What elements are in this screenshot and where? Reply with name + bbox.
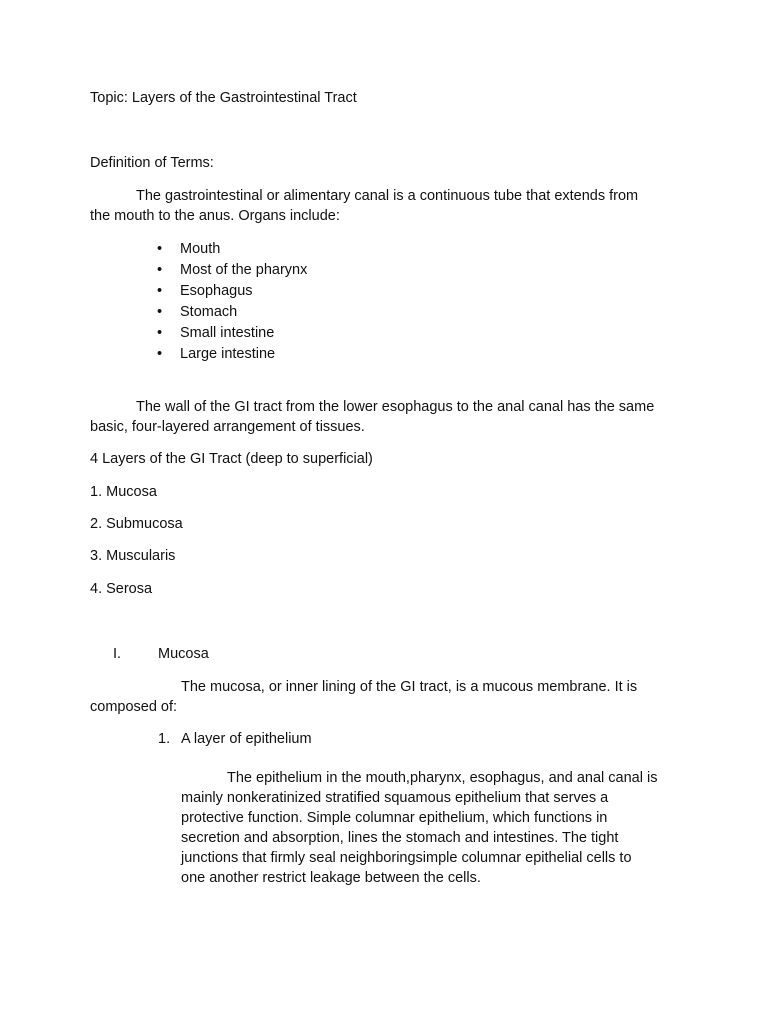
organ-label: Large intestine xyxy=(180,346,276,362)
layers-heading: 4 Layers of the GI Tract (deep to superficial) xyxy=(90,451,373,467)
intro-line-2: the mouth to the anus. Organs include: xyxy=(90,208,340,224)
epithelium-line-3: protective function. Simple columnar epithelium, which functions in xyxy=(181,810,608,826)
intro-line-1: The gastrointestinal or alimentary canal is a continuous tube that extends from xyxy=(136,188,639,204)
bullet-icon: • xyxy=(157,325,163,341)
epithelium-line-1: The epithelium in the mouth,pharynx, esophagus, and anal canal is xyxy=(227,770,658,786)
layer-item: 1. Mucosa xyxy=(90,484,157,500)
layer-item: 3. Muscularis xyxy=(90,548,176,564)
bullet-icon: • xyxy=(157,304,163,320)
list-item xyxy=(157,239,307,260)
mucosa-para-line-1: The mucosa, or inner lining of the GI tract, is a mucous membrane. It is xyxy=(181,679,638,695)
epithelium-line-6: one another restrict leakage between the cells. xyxy=(181,870,481,886)
wall-line-2: basic, four-layered arrangement of tissues. xyxy=(90,419,365,435)
bullet-icon: • xyxy=(157,283,163,299)
topic-title: Topic: Layers of the Gastrointestinal Tract xyxy=(90,90,357,106)
bullet-icon: • xyxy=(157,346,163,362)
list-item xyxy=(157,281,307,302)
layer-item: 4. Serosa xyxy=(90,581,153,597)
organ-label: Small intestine xyxy=(180,325,275,341)
layer-item: 2. Submucosa xyxy=(90,516,183,532)
sub-item-title: A layer of epithelium xyxy=(181,731,312,747)
organ-label: Most of the pharynx xyxy=(180,262,308,278)
mucosa-para-line-2: composed of: xyxy=(90,699,178,715)
list-item xyxy=(157,344,307,365)
list-item xyxy=(157,260,307,281)
epithelium-line-4: secretion and absorption, lines the stomach and intestines. The tight xyxy=(181,830,619,846)
epithelium-line-2: mainly nonkeratinized stratified squamous epithelium that serves a xyxy=(181,790,609,806)
list-item xyxy=(157,323,307,344)
list-item xyxy=(157,302,307,323)
organ-label: Stomach xyxy=(180,304,238,320)
section-title: Mucosa xyxy=(158,646,209,662)
sub-item-number: 1. xyxy=(158,731,171,747)
section-numeral: I. xyxy=(113,646,122,662)
organ-label: Mouth xyxy=(180,241,221,257)
bullet-icon: • xyxy=(157,241,163,257)
definition-heading: Definition of Terms: xyxy=(90,155,214,171)
organ-label: Esophagus xyxy=(180,283,253,299)
bullet-icon: • xyxy=(157,262,163,278)
organ-list xyxy=(157,239,307,365)
epithelium-line-5: junctions that firmly seal neighboringsimple columnar epithelial cells to xyxy=(181,850,632,866)
wall-line-1: The wall of the GI tract from the lower esophagus to the anal canal has the same xyxy=(136,399,655,415)
